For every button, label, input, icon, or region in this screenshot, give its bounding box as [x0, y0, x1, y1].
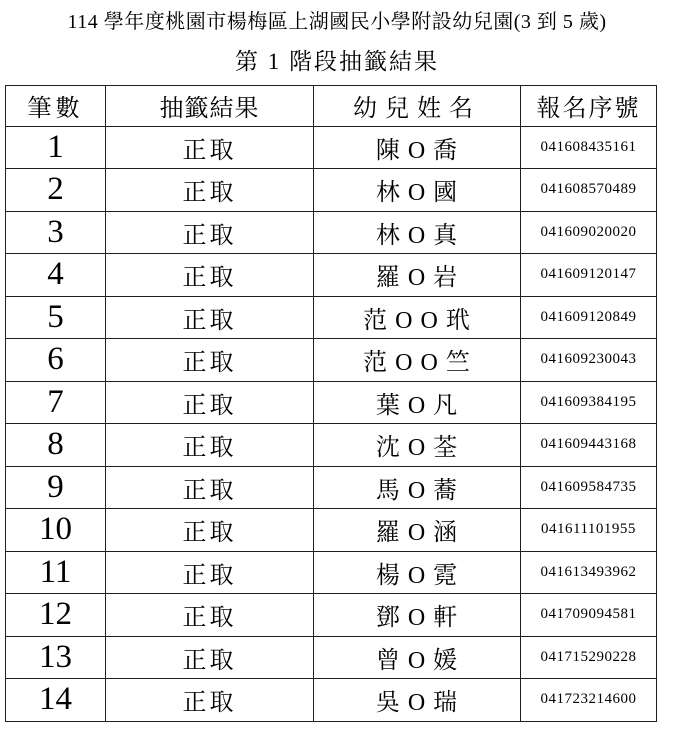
child-name-cell: 范 O O 竺 — [314, 339, 521, 382]
registration-number-cell: 041609230043 — [521, 339, 657, 382]
entry-number-cell: 13 — [6, 636, 106, 679]
child-name-cell: 林 O 國 — [314, 169, 521, 212]
registration-number-cell: 041609443168 — [521, 424, 657, 467]
entry-number-cell: 5 — [6, 296, 106, 339]
lottery-result-cell: 正取 — [106, 296, 314, 339]
child-name-cell: 葉 O 凡 — [314, 381, 521, 424]
registration-number-cell: 041608570489 — [521, 169, 657, 212]
entry-number-cell: 10 — [6, 509, 106, 552]
entry-number-cell: 9 — [6, 466, 106, 509]
lottery-result-cell: 正取 — [106, 679, 314, 722]
lottery-result-cell: 正取 — [106, 594, 314, 637]
entry-number-cell: 2 — [6, 169, 106, 212]
header-row — [6, 85, 657, 126]
table-row — [6, 424, 657, 467]
header-lottery-result: 抽籤結果 — [106, 85, 314, 126]
registration-number-cell: 041609384195 — [521, 381, 657, 424]
lottery-result-cell: 正取 — [106, 466, 314, 509]
page-subtitle: 第 1 階段抽籤結果 — [235, 49, 439, 74]
table-row — [6, 296, 657, 339]
table-row — [6, 466, 657, 509]
child-name-cell: 林 O 真 — [314, 211, 521, 254]
header-child-name: 幼兒姓名 — [314, 85, 521, 126]
child-name-cell: 鄧 O 軒 — [314, 594, 521, 637]
child-name-cell: 吳 O 瑞 — [314, 679, 521, 722]
results-table-body — [6, 126, 657, 721]
lottery-result-cell: 正取 — [106, 169, 314, 212]
page-title: 114 學年度桃園市楊梅區上湖國民小學附設幼兒園(3 到 5 歲) — [67, 11, 607, 33]
lottery-result-cell: 正取 — [106, 636, 314, 679]
child-name-cell: 楊 O 霓 — [314, 551, 521, 594]
entry-number-cell: 11 — [6, 551, 106, 594]
table-row — [6, 381, 657, 424]
entry-number-cell: 4 — [6, 254, 106, 297]
table-row — [6, 254, 657, 297]
child-name-cell: 沈 O 荃 — [314, 424, 521, 467]
registration-number-cell: 041709094581 — [521, 594, 657, 637]
lottery-result-cell: 正取 — [106, 254, 314, 297]
lottery-result-cell: 正取 — [106, 551, 314, 594]
child-name-cell: 羅 O 涵 — [314, 509, 521, 552]
child-name-cell: 范 O O 玳 — [314, 296, 521, 339]
registration-number-cell: 041723214600 — [521, 679, 657, 722]
registration-number-cell: 041609020020 — [521, 211, 657, 254]
entry-number-cell: 7 — [6, 381, 106, 424]
registration-number-cell: 041715290228 — [521, 636, 657, 679]
child-name-cell: 馬 O 蕎 — [314, 466, 521, 509]
lottery-result-cell: 正取 — [106, 509, 314, 552]
entry-number-cell: 8 — [6, 424, 106, 467]
entry-number-cell: 14 — [6, 679, 106, 722]
registration-number-cell: 041609120849 — [521, 296, 657, 339]
entry-number-cell: 1 — [6, 126, 106, 169]
lottery-result-cell: 正取 — [106, 211, 314, 254]
registration-number-cell: 041609584735 — [521, 466, 657, 509]
header-registration-number: 報名序號 — [521, 85, 657, 126]
registration-number-cell: 041611101955 — [521, 509, 657, 552]
lottery-result-cell: 正取 — [106, 126, 314, 169]
child-name-cell: 曾 O 媛 — [314, 636, 521, 679]
table-row — [6, 339, 657, 382]
child-name-cell: 陳 O 喬 — [314, 126, 521, 169]
table-row — [6, 169, 657, 212]
registration-number-cell: 041609120147 — [521, 254, 657, 297]
table-row — [6, 509, 657, 552]
table-row — [6, 551, 657, 594]
table-row — [6, 679, 657, 722]
entry-number-cell: 6 — [6, 339, 106, 382]
lottery-results-table — [5, 85, 657, 722]
lottery-result-cell: 正取 — [106, 424, 314, 467]
table-row — [6, 126, 657, 169]
lottery-result-cell: 正取 — [106, 381, 314, 424]
results-table-header — [6, 85, 657, 126]
table-row — [6, 211, 657, 254]
registration-number-cell: 041613493962 — [521, 551, 657, 594]
child-name-cell: 羅 O 岩 — [314, 254, 521, 297]
table-row — [6, 594, 657, 637]
entry-number-cell: 12 — [6, 594, 106, 637]
entry-number-cell: 3 — [6, 211, 106, 254]
header-entry-number: 筆數 — [6, 85, 106, 126]
table-row — [6, 636, 657, 679]
lottery-result-cell: 正取 — [106, 339, 314, 382]
registration-number-cell: 041608435161 — [521, 126, 657, 169]
